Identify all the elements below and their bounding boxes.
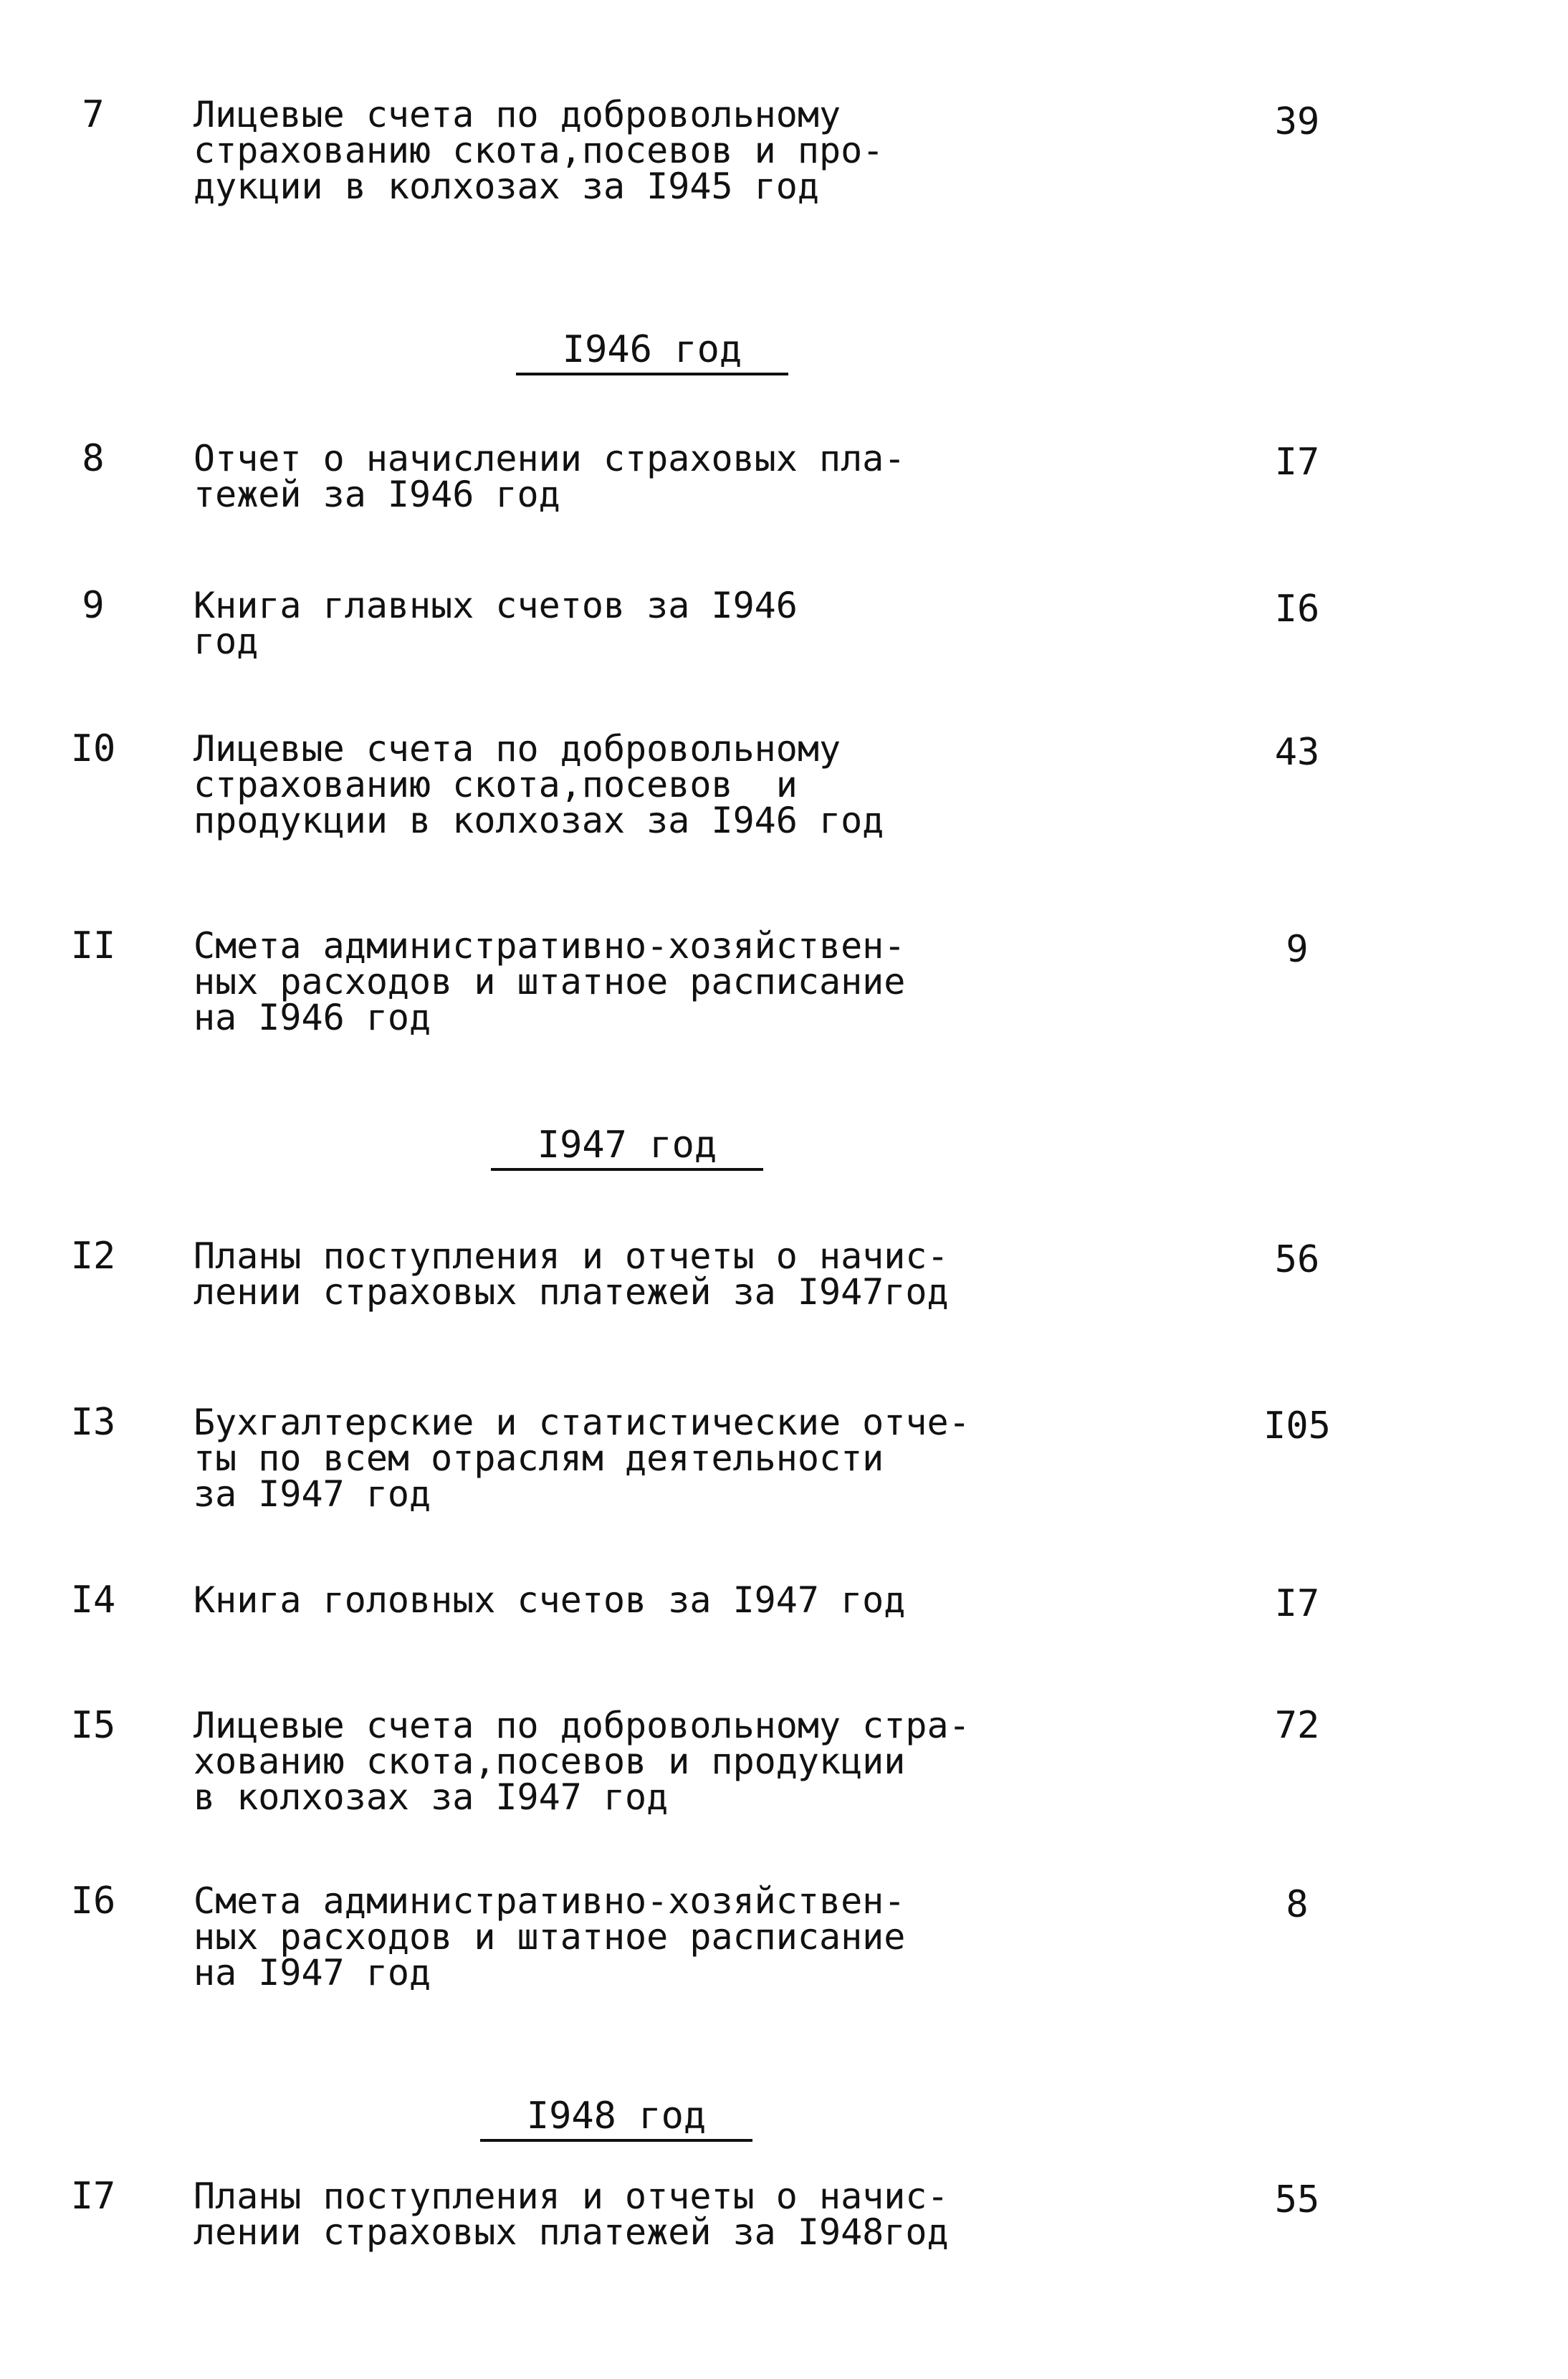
entry-description (193, 728, 1018, 841)
entry-description-line: Планы поступления и отчеты о начис- (193, 2175, 949, 2217)
year-heading-text: I947 год (537, 1124, 717, 1167)
entry-description-line: ных расходов и штатное расписание (193, 961, 906, 1002)
entry-description-line: Книга головных счетов за I947 год (193, 1579, 906, 1621)
entry-description-line: страхованию скота,посевов и (193, 764, 798, 805)
entry-number: I2 (70, 1235, 116, 1278)
entry-sheet-count: 56 (1274, 1238, 1320, 1281)
entry-sheet-count: I7 (1274, 441, 1320, 484)
entry-description-line: на I946 год (193, 997, 431, 1038)
entry-number: I0 (70, 727, 116, 770)
entry-number: I3 (70, 1401, 116, 1444)
heading-underline (480, 2139, 752, 2142)
year-heading-text: I948 год (526, 2095, 707, 2138)
entry-sheet-count: 55 (1274, 2178, 1320, 2221)
entry-description-line: ных расходов и штатное расписание (193, 1916, 906, 1958)
entry-description (193, 585, 1018, 662)
entry-description (193, 94, 1018, 207)
entry-sheet-count: 72 (1274, 1704, 1320, 1747)
entry-description-line: ты по всем отраслям деятельности (193, 1437, 884, 1479)
entry-sheet-count: 8 (1286, 1883, 1309, 1926)
entry-number: I4 (70, 1579, 116, 1622)
entry-description-line: Книга главных счетов за I946 (193, 585, 798, 626)
entry-description-line: лении страховых платежей за I947год (193, 1271, 949, 1313)
entry-description-line: Планы поступления и отчеты о начис- (193, 1235, 949, 1277)
year-heading-1946 (473, 330, 831, 375)
entry-description (193, 925, 1018, 1038)
entry-number: I5 (70, 1704, 116, 1747)
entry-description (193, 2175, 1018, 2253)
entry-description-line: Лицевые счета по добровольному стра- (193, 1705, 970, 1746)
entry-description-line: Лицевые счета по добровольному (193, 94, 841, 135)
entry-sheet-count: I6 (1274, 588, 1320, 631)
entry-description (193, 438, 1018, 515)
entry-description (193, 1880, 1018, 1993)
entry-description-line: хованию скота,посевов и продукции (193, 1741, 906, 1782)
entry-description-line: дукции в колхозах за I945 год (193, 166, 819, 207)
entry-sheet-count: 9 (1286, 928, 1309, 971)
entry-description (193, 1579, 1018, 1621)
entry-number: I6 (70, 1880, 116, 1923)
entry-sheet-count: 43 (1274, 731, 1320, 774)
entry-description-line: год (193, 621, 259, 662)
year-heading-text: I946 год (562, 328, 742, 371)
entry-sheet-count: 39 (1274, 100, 1320, 143)
entry-description (193, 1705, 1018, 1818)
entry-number: I7 (70, 2175, 116, 2218)
entry-description-line: за I947 год (193, 1473, 431, 1515)
entry-number: 8 (82, 437, 105, 480)
year-heading-1947 (448, 1125, 806, 1171)
entry-description-line: лении страховых платежей за I948год (193, 2211, 949, 2253)
year-heading-1948 (437, 2096, 795, 2142)
entry-description (193, 1235, 1018, 1313)
entry-description-line: страхованию скота,посевов и про- (193, 130, 884, 171)
entry-description-line: Смета административно-хозяйствен- (193, 925, 906, 967)
entry-sheet-count: I7 (1274, 1582, 1320, 1625)
entry-number: II (70, 924, 116, 967)
entry-description-line: Отчет о начислении страховых пла- (193, 438, 906, 479)
entry-description-line: тежей за I946 год (193, 474, 560, 515)
entry-description (193, 1402, 1018, 1515)
entry-sheet-count: I05 (1263, 1404, 1331, 1447)
entry-description-line: Лицевые счета по добровольному (193, 728, 841, 770)
entry-description-line: на I947 год (193, 1952, 431, 1993)
entry-description-line: продукции в колхозах за I946 год (193, 800, 884, 841)
entry-description-line: Смета административно-хозяйствен- (193, 1880, 906, 1922)
heading-underline (516, 373, 788, 375)
entry-number: 9 (82, 584, 105, 627)
heading-underline (491, 1168, 763, 1171)
entry-description-line: Бухгалтерские и статистические отче- (193, 1402, 970, 1443)
entry-description-line: в колхозах за I947 год (193, 1776, 669, 1818)
entry-number: 7 (82, 93, 105, 136)
